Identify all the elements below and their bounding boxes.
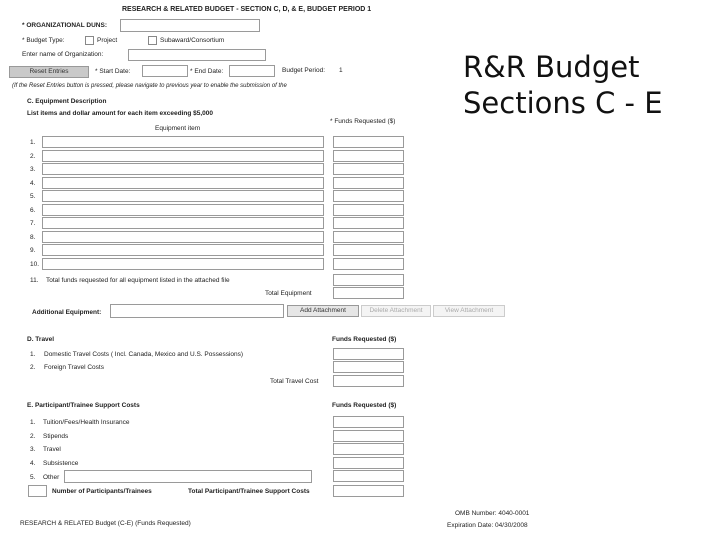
participant-row-2-funds[interactable] [333,430,404,442]
equipment-row-num: 8. [30,234,36,241]
equipment-item-input[interactable] [42,204,324,216]
reset-note: (If the Reset Entries button is pressed, please navigate to previous year to enable the submission of the [12,83,287,89]
equipment-funds-input[interactable] [333,217,404,229]
equipment-item-input[interactable] [42,136,324,148]
participant-count-input[interactable] [28,485,47,497]
slide-heading-line-1: R&R Budget [463,50,640,84]
participant-total-input [333,485,404,497]
travel-row-2-funds[interactable] [333,361,404,373]
budget-period-label: Budget Period: [282,67,326,74]
duns-input[interactable] [120,19,260,32]
start-date-label: * Start Date: [95,68,131,75]
travel-section-title: D. Travel [27,336,55,343]
delete-attachment-button[interactable]: Delete Attachment [361,305,431,317]
travel-row-1-funds[interactable] [333,348,404,360]
total-equipment-input [333,287,404,299]
equipment-funds-input[interactable] [333,150,404,162]
add-attachment-button[interactable]: Add Attachment [287,305,359,317]
project-label: Project [97,37,118,44]
participant-row-3-funds[interactable] [333,443,404,455]
participant-row-5-label: Other [43,474,60,481]
participant-row-3-label: Travel [43,446,61,453]
participant-row-4-label: Subsistence [43,460,79,467]
total-equipment-label: Total Equipment [265,290,312,297]
travel-row-1-label: Domestic Travel Costs ( Incl. Canada, Mexico and U.S. Possessions) [44,351,244,358]
travel-row-1-num: 1. [30,351,36,358]
participant-row-1-funds[interactable] [333,416,404,428]
equipment-funds-input[interactable] [333,136,404,148]
project-checkbox[interactable] [85,36,94,45]
equipment-funds-input[interactable] [333,163,404,175]
expiration-date: Expiration Date: 04/30/2008 [447,522,528,529]
equipment-row-num: 6. [30,207,36,214]
equipment-row-num: 3. [30,166,36,173]
equipment-instruction: List items and dollar amount for each item exceeding $5,000 [27,110,214,117]
participant-row-1-num: 1. [30,419,36,426]
equipment-item-input[interactable] [42,231,324,243]
equipment-funds-header: * Funds Requested ($) [330,118,396,125]
participant-row-5-num: 5. [30,474,36,481]
total-travel-label: Total Travel Cost [270,378,319,385]
subaward-checkbox[interactable] [148,36,157,45]
participant-total-label: Total Participant/Trainee Support Costs [188,488,310,495]
equipment-item-input[interactable] [42,150,324,162]
duns-label: * ORGANIZATIONAL DUNS: [22,22,107,29]
additional-equipment-input[interactable] [110,304,284,318]
slide-heading-line-2: Sections C - E [463,86,663,120]
end-date-label: * End Date: [190,68,224,75]
participant-section-title: E. Participant/Trainee Support Costs [27,402,140,409]
participant-funds-header: Funds Requested ($) [332,402,397,409]
equipment-row-11-funds[interactable] [333,274,404,286]
view-attachment-button[interactable]: View Attachment [433,305,505,317]
budget-period-value: 1 [339,67,343,74]
equipment-row-11-num: 11. [30,277,39,284]
total-travel-input [333,375,404,387]
reset-entries-button[interactable]: Reset Entries [9,66,89,78]
travel-funds-header: Funds Requested ($) [332,336,397,343]
equipment-item-input[interactable] [42,177,324,189]
equipment-row-11-label: Total funds requested for all equipment listed in the attached file [46,277,230,284]
subaward-label: Subaward/Consortium [160,37,225,44]
end-date-input[interactable] [229,65,275,77]
participant-row-2-label: Stipends [43,433,69,440]
equipment-item-input[interactable] [42,217,324,229]
participant-row-4-funds[interactable] [333,457,404,469]
equipment-row-num: 1. [30,139,36,146]
org-name-input[interactable] [128,49,266,61]
travel-row-2-num: 2. [30,364,36,371]
additional-equipment-label: Additional Equipment: [32,309,102,316]
equipment-funds-input[interactable] [333,190,404,202]
equipment-funds-input[interactable] [333,244,404,256]
start-date-input[interactable] [142,65,188,77]
equipment-row-num: 9. [30,247,36,254]
equipment-funds-input[interactable] [333,231,404,243]
participant-row-1-label: Tuition/Fees/Health Insurance [43,419,130,426]
equipment-item-input[interactable] [42,258,324,270]
travel-row-2-label: Foreign Travel Costs [44,364,104,371]
participant-row-5-funds[interactable] [333,470,404,482]
org-name-label: Enter name of Organization: [22,51,104,58]
budget-type-label: * Budget Type: [22,37,65,44]
participant-row-4-num: 4. [30,460,36,467]
equipment-funds-input[interactable] [333,204,404,216]
equipment-row-num: 2. [30,153,36,160]
equipment-row-num: 5. [30,193,36,200]
participant-other-description[interactable] [64,470,312,483]
equipment-item-input[interactable] [42,244,324,256]
equipment-row-num: 10. [30,261,40,268]
participant-count-label: Number of Participants/Trainees [52,488,152,495]
form-title: RESEARCH & RELATED BUDGET - SECTION C, D, & E, BUDGET PERIOD 1 [122,6,372,13]
participant-row-3-num: 3. [30,446,36,453]
footer-form-name: RESEARCH & RELATED Budget (C-E) (Funds Requested) [20,520,191,527]
equipment-funds-input[interactable] [333,177,404,189]
omb-number: OMB Number: 4040-0001 [455,510,530,517]
equipment-row-num: 7. [30,220,36,227]
equipment-section-title: C. Equipment Description [27,98,107,105]
equipment-item-input[interactable] [42,190,324,202]
equipment-item-input[interactable] [42,163,324,175]
equipment-row-num: 4. [30,180,36,187]
equipment-item-header: Equipment item [155,125,201,132]
equipment-funds-input[interactable] [333,258,404,270]
participant-row-2-num: 2. [30,433,36,440]
